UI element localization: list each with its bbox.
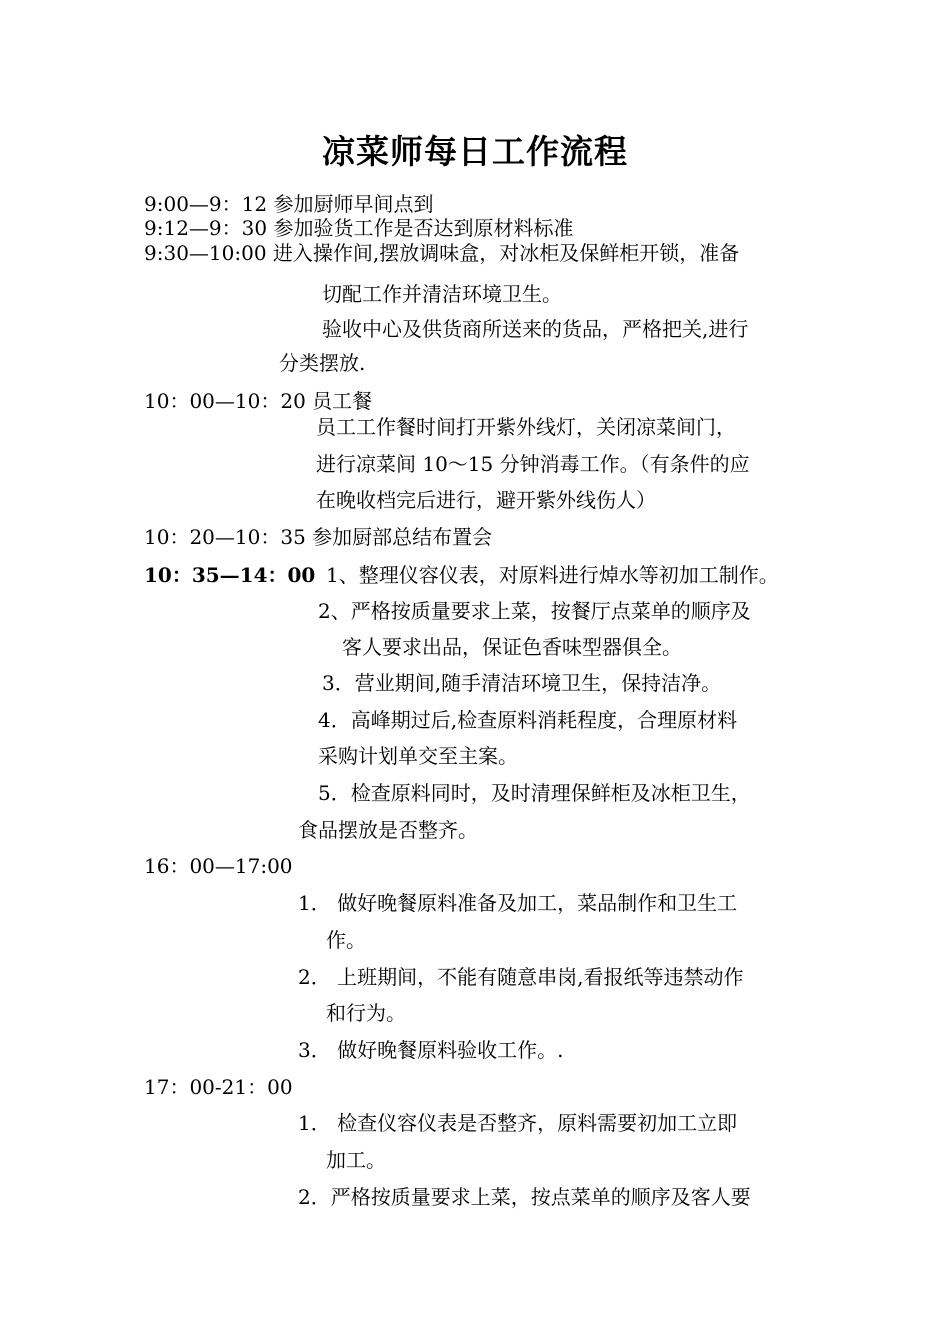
schedule-line: 和行为。 (326, 1001, 406, 1025)
schedule-line: 切配工作并清洁环境卫生。 (322, 282, 562, 306)
schedule-line: 在晚收档完后进行，避开紫外线伤人） (316, 488, 656, 512)
schedule-line: 9:12—9：30 参加验货工作是否达到原材料标准 (144, 216, 574, 240)
schedule-line: 分类摆放. (279, 351, 366, 375)
schedule-line: 1． 做好晚餐原料准备及加工，菜品制作和卫生工 (298, 891, 738, 915)
document-title: 凉菜师每日工作流程 (322, 132, 628, 171)
schedule-line: 4．高峰期过后,检查原料消耗程度，合理原材料 (318, 708, 738, 732)
schedule-time-heading: 10：35—14：00 (144, 563, 316, 587)
schedule-line: 16：00—17:00 (144, 854, 293, 878)
schedule-line: 进行凉菜间 10～15 分钟消毒工作。（有条件的应 (316, 452, 750, 476)
schedule-line: 验收中心及供货商所送来的货品，严格把关,进行 (322, 317, 749, 341)
schedule-line: 2． 上班期间，不能有随意串岗,看报纸等违禁动作 (298, 965, 744, 989)
schedule-line: 3． 做好晚餐原料验收工作。. (298, 1038, 564, 1062)
schedule-line: 员工工作餐时间打开紫外线灯，关闭凉菜间门， (316, 415, 736, 439)
schedule-line: 17：00-21：00 (144, 1075, 293, 1099)
schedule-line: 采购计划单交至主案。 (318, 744, 518, 768)
schedule-line: 9:30—10:00 进入操作间,摆放调味盒，对冰柜及保鲜柜开锁，准备 (144, 241, 740, 265)
schedule-line: 2．严格按质量要求上菜，按点菜单的顺序及客人要 (298, 1185, 751, 1209)
schedule-line: 1、整理仪容仪表，对原料进行焯水等初加工制作。 (326, 563, 779, 587)
schedule-line: 加工。 (326, 1148, 386, 1172)
schedule-line: 10：20—10：35 参加厨部总结布置会 (144, 525, 493, 549)
schedule-line: 3．营业期间,随手清洁环境卫生，保持洁净。 (322, 671, 722, 695)
schedule-line: 食品摆放是否整齐。 (298, 818, 478, 842)
schedule-line: 1． 检查仪容仪表是否整齐，原料需要初加工立即 (298, 1111, 738, 1135)
schedule-line: 客人要求出品，保证色香味型器俱全。 (342, 635, 682, 659)
schedule-line: 9:00—9：12 参加厨师早间点到 (144, 192, 434, 216)
schedule-line: 5．检查原料同时，及时清理保鲜柜及冰柜卫生， (318, 781, 751, 805)
schedule-line: 作。 (326, 928, 366, 952)
schedule-line: 2、严格按质量要求上菜，按餐厅点菜单的顺序及 (318, 599, 751, 623)
schedule-line: 10：00—10：20 员工餐 (144, 389, 373, 413)
